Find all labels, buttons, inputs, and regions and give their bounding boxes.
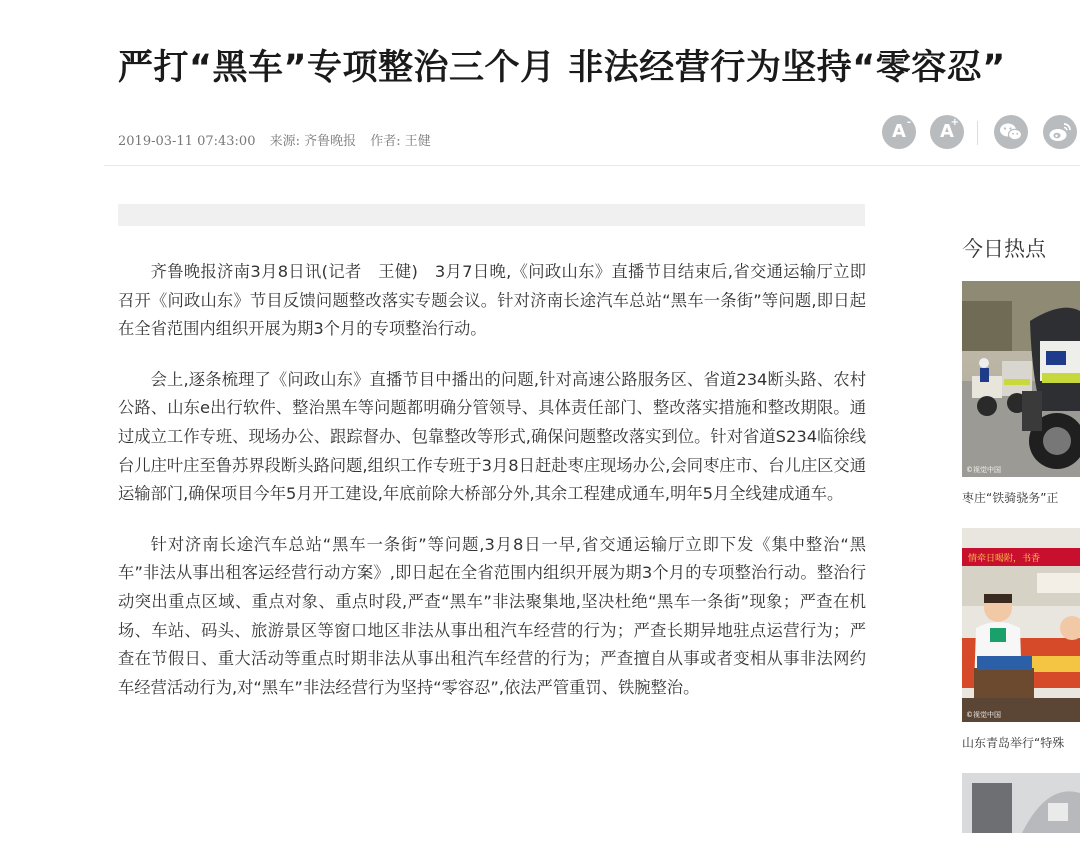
article-meta — [118, 130, 441, 149]
hot-news-item[interactable] — [962, 528, 1080, 751]
article-author: 作者: 王健 — [370, 134, 431, 149]
article-paragraph: 针对济南长途汽车总站“黑车一条街”等问题,3月8日一早,省交通运输厅立即下发《集中整治“黑车”非法从事出租客运经营行动方案》,即日起在全省范围内组织开展为期3个月的专项整治行动。整治行动突出重点区域、重点对象、重点时段,严查“黑车”非法聚集地,坚决杜绝“黑车一条街”现象；严查在机场、车站、码头、旅游景区等窗口地区非法从事出租汽车经营的行为；严查长期异地驻点运营行为；严查在节假日、重大活动等重点时期非法从事出租汽车经营的行为；严查擅自从事或者变相从事非法网约车经营活动行为,对“黑车”非法经营行为坚持“零容忍”,依法严管重罚、铁腕整治。 — [118, 534, 866, 697]
font-decrease-button[interactable]: A - — [882, 115, 916, 149]
weibo-share-button[interactable] — [1043, 115, 1077, 149]
news-caption[interactable]: 枣庄“铁骑骁务”正 — [962, 491, 1059, 505]
toolbar-divider — [977, 121, 978, 145]
font-increase-icon: A — [940, 121, 954, 142]
image-watermark: ©视觉中国 — [966, 466, 1001, 474]
sidebar-title: 今日热点 — [962, 237, 1046, 261]
article-paragraph: 齐鲁晚报济南3月8日讯(记者 王健) 3月7日晚,《问政山东》直播节目结束后,省交通运输厅立即召开《问政山东》节目反馈问题整改落实专题会议。针对济南长途汽车总站“黑车一条街”等问题,即日起在全省范围内组织开展为期3个月的专项整治行动。 — [118, 262, 866, 339]
publish-datetime: 2019-03-11 07:43:00 — [118, 134, 256, 149]
article-paragraph: 会上,逐条梳理了《问政山东》直播节目中播出的问题,针对高速公路服务区、省道234断头路、农村公路、山东e出行软件、整治黑车等问题都明确分管领导、具体责任部门、整改落实措施和整改期限。通过成立工作专班、现场办公、跟踪督办、包靠整改等形式,确保问题整改落实到位。针对省道S234临徐线台儿庄叶庄至鲁苏界段断头路问题,组织工作专班于3月8日赶赴枣庄现场办公,会同枣庄市、台儿庄区交通运输部门,确保项目今年5月开工建设,年底前除大桥部分外,其余工程建成通车,明年5月全线建成通车。 — [118, 369, 866, 504]
header-divider — [104, 165, 1080, 166]
news-thumbnail[interactable] — [962, 528, 1080, 722]
weibo-icon — [1043, 115, 1077, 149]
wechat-icon — [994, 115, 1028, 149]
news-image — [962, 773, 1080, 833]
image-watermark: ©视觉中国 — [966, 711, 1001, 719]
svg-text:情牵日喝附，书香: 情牵日喝附，书香 — [968, 554, 1041, 564]
hot-news-item[interactable] — [962, 281, 1080, 506]
news-caption[interactable]: 山东青岛举行“特殊 — [962, 736, 1065, 750]
news-thumbnail[interactable] — [962, 281, 1080, 477]
font-decrease-icon: A — [892, 121, 906, 142]
police-motorcycle-image — [962, 281, 1080, 477]
article-source: 来源: 齐鲁晚报 — [269, 134, 357, 149]
font-increase-button[interactable]: A + — [930, 115, 964, 149]
content-placeholder-bar — [118, 204, 865, 226]
children-reading-image — [962, 528, 1080, 722]
article-body — [118, 258, 866, 724]
wechat-share-button[interactable] — [994, 115, 1028, 149]
hot-news-item[interactable] — [962, 773, 1080, 833]
news-thumbnail[interactable] — [962, 773, 1080, 833]
hot-news-sidebar — [962, 233, 1080, 847]
article-title: 严打“黑车”专项整治三个月 非法经营行为坚持“零容忍” — [118, 48, 1006, 88]
